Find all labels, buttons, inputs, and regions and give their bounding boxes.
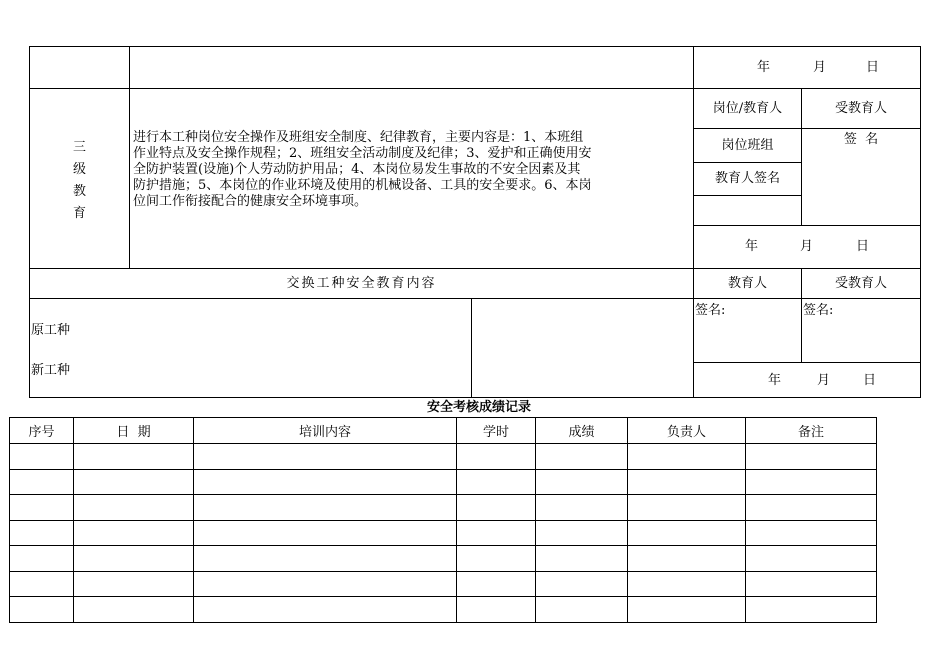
transfer-content-cell <box>471 298 694 398</box>
educator-header: 教育人 <box>727 276 767 291</box>
educatee-sign-label: 签 名 <box>843 132 879 147</box>
table-cell[interactable] <box>194 495 457 521</box>
table-cell[interactable] <box>746 546 877 572</box>
table-cell[interactable] <box>74 520 194 546</box>
date-year-3: 年 <box>768 373 782 388</box>
table-row <box>10 571 877 597</box>
table-cell[interactable] <box>10 520 74 546</box>
post-educator-header: 岗位/教育人 <box>712 101 783 116</box>
table-cell[interactable] <box>628 546 746 572</box>
table-row <box>10 444 877 470</box>
col-header-index: 序号 <box>10 418 74 444</box>
educatee-sign-label-2: 签名: <box>803 303 834 318</box>
table-row <box>10 546 877 572</box>
post-team-label: 岗位班组 <box>721 138 774 153</box>
form-row1-date-cell <box>693 46 921 89</box>
score-table-title: 安全考核成绩记录 <box>426 400 531 415</box>
transfer-title: 交换工种安全教育内容 <box>286 276 437 291</box>
educatee-header: 受教育人 <box>834 101 887 116</box>
table-cell[interactable] <box>457 520 536 546</box>
table-cell[interactable] <box>536 546 628 572</box>
content-line-4: 防护措施；5、本岗位的作业环境及使用的机械设备、工具的安全要求。6、本岗 <box>133 178 592 193</box>
form-row1-label-cell <box>29 46 130 89</box>
table-cell[interactable] <box>746 469 877 495</box>
table-cell[interactable] <box>194 571 457 597</box>
table-cell[interactable] <box>536 571 628 597</box>
table-cell[interactable] <box>74 469 194 495</box>
date-month-1: 月 <box>813 60 827 75</box>
table-cell[interactable] <box>746 444 877 470</box>
date-day-1: 日 <box>866 60 880 75</box>
date-month-3: 月 <box>817 373 831 388</box>
score-table-body <box>10 444 877 623</box>
job-type-cell <box>29 298 472 398</box>
educator-sign-label: 教育人签名 <box>714 171 780 186</box>
blank-sign-cell <box>693 195 802 226</box>
table-row <box>10 520 877 546</box>
table-row <box>10 469 877 495</box>
table-cell[interactable] <box>74 444 194 470</box>
table-cell[interactable] <box>746 597 877 623</box>
content-line-3: 全防护装置(设施)个人劳动防护用品；4、本岗位易发生事故的不安全因素及其 <box>133 162 581 177</box>
table-cell[interactable] <box>74 597 194 623</box>
score-record-table <box>9 417 877 623</box>
table-cell[interactable] <box>194 520 457 546</box>
content-line-5: 位间工作衔接配合的健康安全环境事项。 <box>133 194 368 209</box>
table-cell[interactable] <box>10 571 74 597</box>
table-cell[interactable] <box>74 546 194 572</box>
table-cell[interactable] <box>74 571 194 597</box>
table-row <box>10 495 877 521</box>
education-content-text <box>133 130 693 210</box>
content-line-2: 作业特点及安全操作规程；2、班组安全活动制度及纪律；3、爱护和正确使用安 <box>133 146 592 161</box>
date-day-2: 日 <box>856 239 870 254</box>
date-year-2: 年 <box>745 239 759 254</box>
table-cell[interactable] <box>74 495 194 521</box>
table-cell[interactable] <box>457 571 536 597</box>
table-cell[interactable] <box>536 520 628 546</box>
educatee-header-2: 受教育人 <box>834 276 887 291</box>
table-cell[interactable] <box>457 495 536 521</box>
form-row1-content-cell <box>129 46 694 89</box>
table-cell[interactable] <box>536 597 628 623</box>
table-cell[interactable] <box>457 597 536 623</box>
table-cell[interactable] <box>10 444 74 470</box>
table-cell[interactable] <box>10 469 74 495</box>
table-cell[interactable] <box>628 444 746 470</box>
table-cell[interactable] <box>10 597 74 623</box>
table-cell[interactable] <box>536 495 628 521</box>
table-cell[interactable] <box>194 546 457 572</box>
new-job-label: 新工种 <box>31 363 71 378</box>
col-header-score: 成绩 <box>536 418 628 444</box>
table-header-row <box>10 418 877 444</box>
col-header-training-content: 培训内容 <box>194 418 457 444</box>
table-cell[interactable] <box>457 546 536 572</box>
table-cell[interactable] <box>628 469 746 495</box>
col-header-responsible: 负责人 <box>628 418 746 444</box>
table-cell[interactable] <box>628 495 746 521</box>
col-header-hours: 学时 <box>457 418 536 444</box>
original-job-label: 原工种 <box>31 323 71 338</box>
table-cell[interactable] <box>628 571 746 597</box>
col-header-remarks: 备注 <box>746 418 877 444</box>
table-cell[interactable] <box>746 495 877 521</box>
section-label-three-level-education: 三 级 教 育 <box>72 140 86 221</box>
table-cell[interactable] <box>457 469 536 495</box>
table-cell[interactable] <box>746 520 877 546</box>
date-year-1: 年 <box>757 60 771 75</box>
educator-sign-label-2: 签名: <box>695 303 726 318</box>
col-header-date: 日 期 <box>74 418 194 444</box>
table-cell[interactable] <box>10 495 74 521</box>
table-cell[interactable] <box>194 597 457 623</box>
table-cell[interactable] <box>628 597 746 623</box>
table-cell[interactable] <box>536 444 628 470</box>
table-cell[interactable] <box>628 520 746 546</box>
table-cell[interactable] <box>457 444 536 470</box>
form-row4-date-cell <box>693 362 921 398</box>
table-cell[interactable] <box>10 546 74 572</box>
table-cell[interactable] <box>194 444 457 470</box>
date-day-3: 日 <box>863 373 877 388</box>
content-line-1: 进行本工种岗位安全操作及班组安全制度、纪律教育，主要内容是：1、本班组 <box>133 130 584 145</box>
table-cell[interactable] <box>746 571 877 597</box>
date-month-2: 月 <box>800 239 814 254</box>
table-row <box>10 597 877 623</box>
table-cell[interactable] <box>536 469 628 495</box>
table-cell[interactable] <box>194 469 457 495</box>
